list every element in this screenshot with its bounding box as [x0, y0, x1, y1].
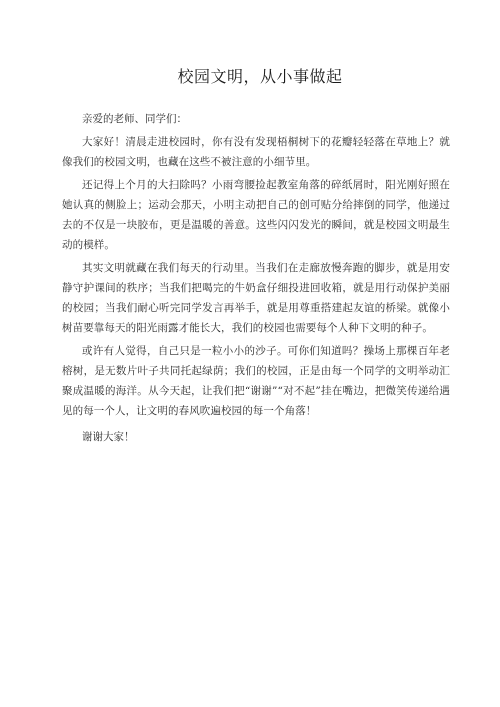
salutation: 亲爱的老师、同学们：: [82, 113, 187, 125]
paragraph-1: 大家好！清晨走进校园时，你有没有发现梧桐树下的花瓣轻轻落在草地上？就像我们的校园文明，也藏在这些不被注意的小细节里。: [62, 136, 450, 168]
paragraph-4: 或许有人觉得，自己只是一粒小小的沙子。可你们知道吗？操场上那棵百年老榕树，是无数片叶子共同托起绿荫；我们的校园，正是由每一个同学的文明举动汇聚成温暖的海洋。从今天起，让我们把“谢谢”“对不起”挂在嘴边，把微笑传递给遇见的每一个人，让文明的春风吹遍校园的每一个角落！: [62, 345, 450, 417]
closing-remark: 谢谢大家！: [82, 431, 135, 443]
document-title: 校园文明，从小事做起: [177, 67, 343, 86]
paragraph-3: 其实文明就藏在我们每天的行动里。当我们在走廊放慢奔跑的脚步，就是用安静守护课间的秩序；当我们把喝完的牛奶盒仔细投进回收箱，就是用行动保护美丽的校园；当我们耐心听完同学发言再举手，就是用尊重搭建起友谊的桥梁。就像小树苗要靠每天的阳光雨露才能长大，我们的校园也需要每个人种下文明的种子。: [62, 262, 450, 334]
paragraph-2: 还记得上个月的大扫除吗？小雨弯腰捡起教室角落的碎纸屑时，阳光刚好照在她认真的侧脸上；运动会那天，小明主动把自己的创可贴分给摔倒的同学，他递过去的不仅是一块胶布，更是温暖的善意。这些闪闪发光的瞬间，就是校园文明最生动的模样。: [62, 179, 450, 251]
